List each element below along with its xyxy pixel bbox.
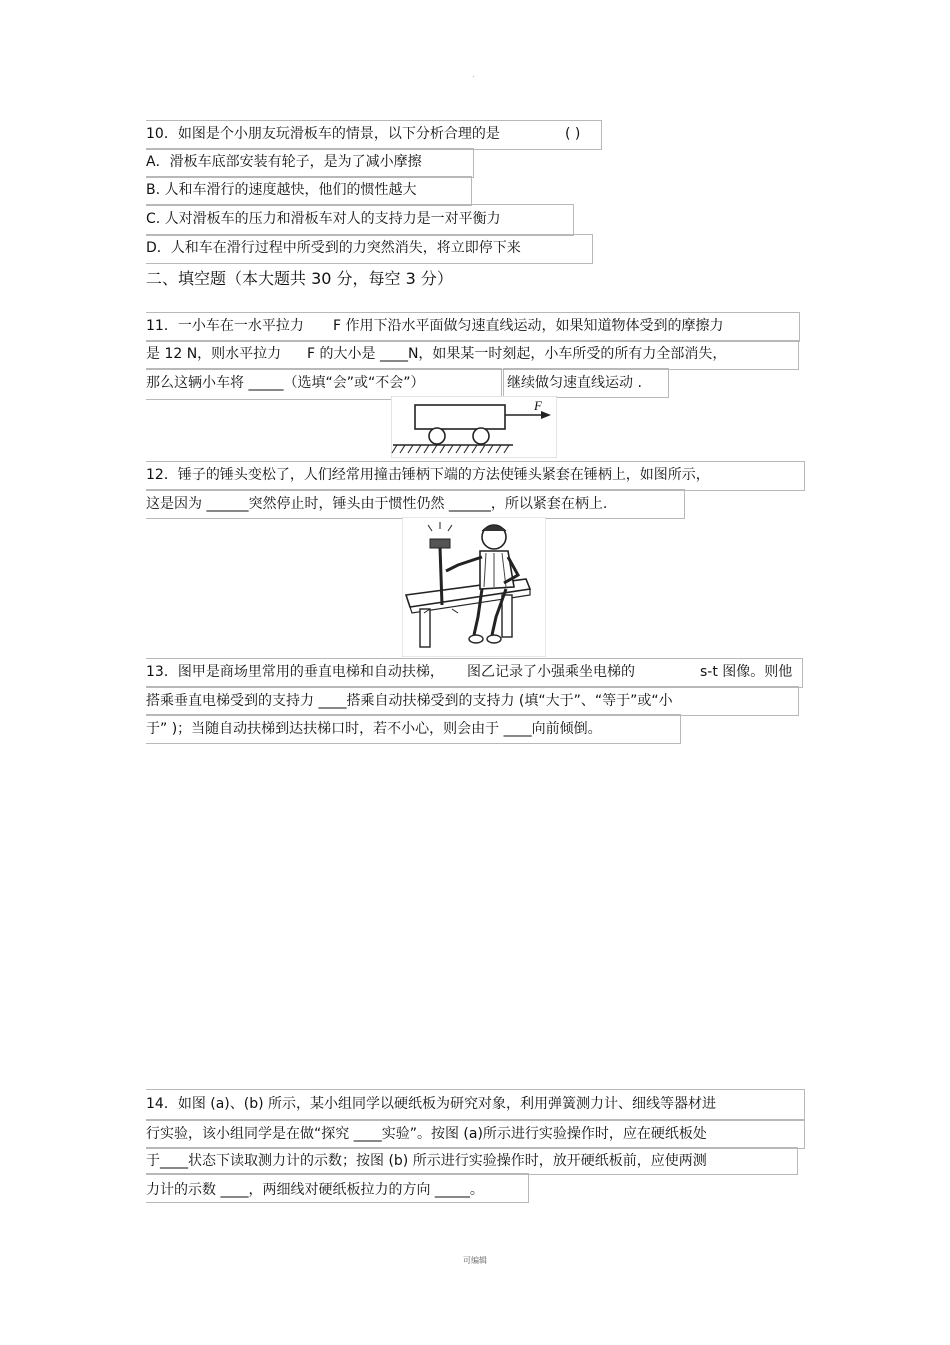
q14-line-3: 于____状态下读取测力计的示数；按图 (b) 所示进行实验操作时，放开硬纸板前，应使两测 — [146, 1153, 707, 1169]
q10-option-a: A．滑板车底部安装有轮子，是为了减小摩擦 — [146, 154, 422, 170]
q11-line-2a: 是 12 N，则水平拉力 — [146, 346, 282, 362]
q13-line-1a: 13．图甲是商场里常用的垂直电梯和自动扶梯， — [146, 664, 444, 680]
q14-line-4: 力计的示数 ____，两细线对硬纸板拉力的方向 _____。 — [146, 1182, 484, 1198]
cart-figure — [391, 396, 557, 458]
q10-answer-paren: ( ) — [565, 126, 581, 142]
q13-line-2: 搭乘垂直电梯受到的支持力 ____搭乘自动扶梯受到的支持力 (填“大于”、“等于”或“小 — [146, 693, 673, 709]
hammer-handle — [440, 547, 442, 605]
cart-body — [415, 405, 505, 429]
q14-line-2: 行实验，该小组同学是在做“探究 ____实验”。按图 (a)所示进行实验操作时，应在硬纸板处 — [146, 1126, 707, 1142]
q14-line-1: 14．如图 (a)、(b) 所示，某小组同学以硬纸板为研究对象，利用弹簧测力计、细线等器材进 — [146, 1096, 717, 1112]
hammer-figure — [402, 517, 546, 657]
q11-line-2b: F 的大小是 ____N，如果某一时刻起，小车所受的所有力全部消失， — [307, 346, 727, 362]
q10-stem: 10．如图是个小朋友玩滑板车的情景，以下分析合理的是 — [146, 126, 500, 142]
q10-option-c: C. 人对滑板车的压力和滑板车对人的支持力是一对平衡力 — [146, 211, 501, 227]
q10-option-b: B. 人和车滑行的速度越快，他们的惯性越大 — [146, 182, 417, 198]
header-dot: . — [472, 70, 475, 79]
force-label: F — [534, 398, 542, 413]
q12-line-2: 这是因为 ______突然停止时，锤头由于惯性仍然 ______，所以紧套在柄上. — [146, 496, 608, 512]
q11-line-1a: 11．一小车在一水平拉力 — [146, 318, 304, 334]
q13-line-1c: s-t 图像。则他 — [700, 664, 793, 680]
q12-line-1: 12．锤子的锤头变松了，人们经常用撞击锤柄下端的方法使锤头紧套在锤柄上，如图所示， — [146, 467, 710, 483]
hammer-head — [430, 539, 450, 548]
q13-line-3: 于” )；当随自动扶梯到达扶梯口时，若不小心，则会由于 ____向前倾倒。 — [146, 721, 602, 737]
q11-line-3b: 继续做匀速直线运动 . — [507, 375, 642, 391]
page-footer-editable: 可编辑 — [463, 1256, 487, 1265]
cart-wheel-right — [473, 428, 489, 444]
section-2-title: 二、填空题（本大题共 30 分，每空 3 分） — [146, 269, 453, 288]
q11-line-1b: F 作用下沿水平面做匀速直线运动，如果知道物体受到的摩擦力 — [333, 318, 724, 334]
q10-option-d: D．人和车在滑行过程中所受到的力突然消失，将立即停下来 — [146, 240, 521, 256]
q11-line-3a: 那么这辆小车将 _____（选填“会”或“不会”） — [146, 375, 425, 391]
cart-wheel-left — [429, 428, 445, 444]
q13-line-1b: 图乙记录了小强乘坐电梯的 — [467, 664, 635, 680]
